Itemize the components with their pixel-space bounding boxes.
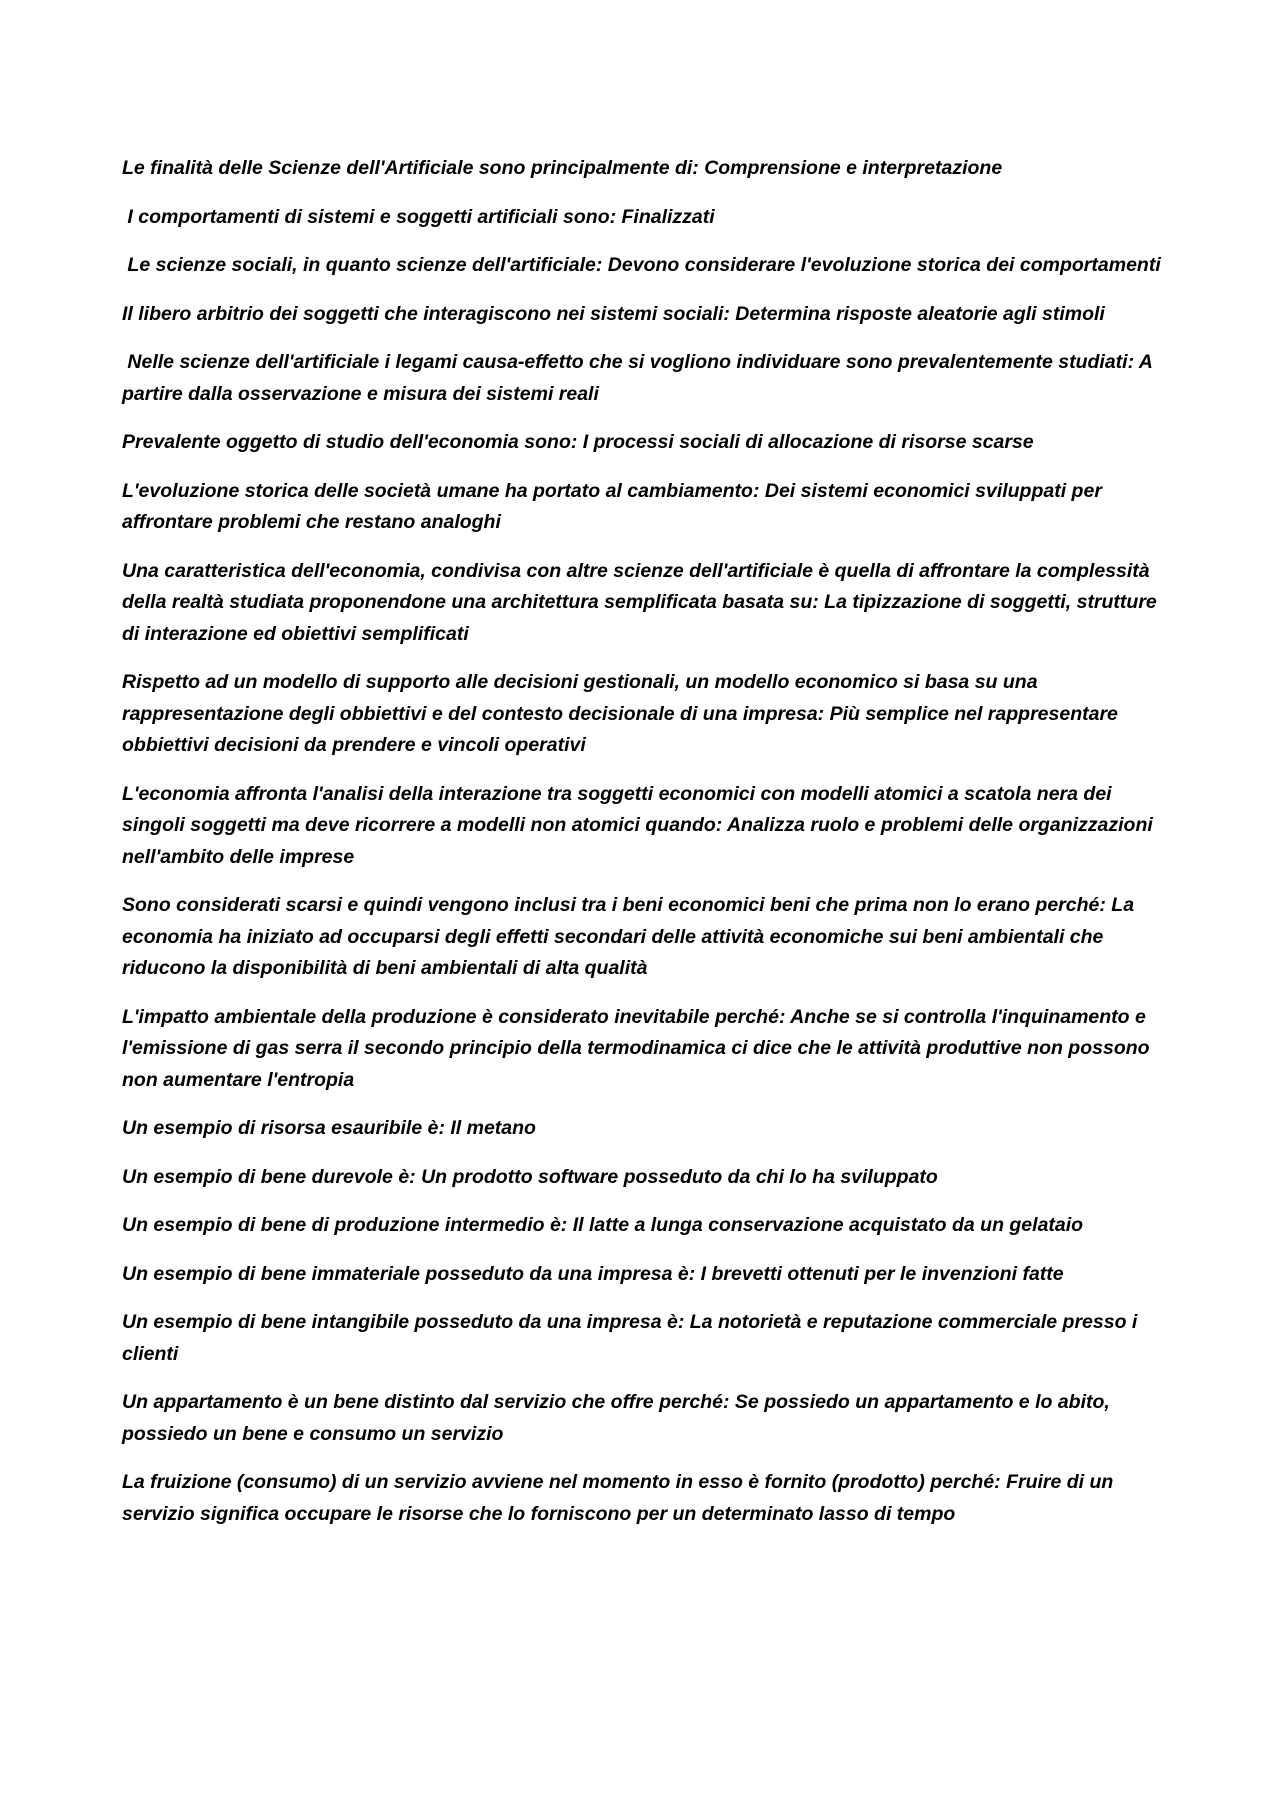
paragraph: Prevalente oggetto di studio dell'economia sono: I processi sociali di allocazione di risorse scarse [122, 431, 1034, 453]
paragraph: Un esempio di risorsa esauribile è: Il metano [122, 1117, 536, 1139]
paragraph: La fruizione (consumo) di un servizio avviene nel momento in esso è fornito (prodotto) perché: Fruire di un servizio significa occupare le risorse che lo forniscono per un determinato lasso di tempo [122, 1471, 1119, 1525]
paragraph: Nelle scienze dell'artificiale i legami causa-effetto che si vogliono individuare sono prevalentemente studiati: A partire dalla osservazione e misura dei sistemi reali [122, 351, 1158, 405]
paragraph: I comportamenti di sistemi e soggetti artificiali sono: Finalizzati [122, 205, 715, 228]
paragraph: L'economia affronta l'analisi della interazione tra soggetti economici con modelli atomici a scatola nera dei singoli soggetti ma deve ricorrere a modelli non atomici quando: Analizza ruolo e problemi delle organizzazioni nell'ambito delle imprese [122, 782, 1159, 868]
paragraph: Un esempio di bene immateriale posseduto da una impresa è: I brevetti ottenuti per le invenzioni fatte [122, 1262, 1064, 1285]
paragraph: Le finalità delle Scienze dell'Artificiale sono principalmente di: Comprensione e interpretazione [122, 157, 1003, 179]
paragraph: Le scienze sociali, in quanto scienze dell'artificiale: Devono considerare l'evoluzione storica dei comportamenti [122, 254, 1161, 276]
paragraph: L'evoluzione storica delle società umane ha portato al cambiamento: Dei sistemi economici sviluppati per affrontare problemi che restano analoghi [122, 479, 1108, 533]
paragraph: L'impatto ambientale della produzione è considerato inevitabile perché: Anche se si controlla l'inquinamento e l'emissione di gas serra il secondo principio della termodinamica ci dice che le attività produttive non possono non aumentare l'entropia [122, 1005, 1155, 1091]
paragraph: Una caratteristica dell'economia, condivisa con altre scienze dell'artificiale è quella di affrontare la complessità della realtà studiata proponendone una architettura semplificata basata su: La tipizzazione di soggetti, strutture di interazione ed obiettivi semplificati [122, 559, 1163, 645]
paragraph: Un esempio di bene intangibile posseduto da una impresa è: La notorietà e reputazione commerciale presso i clienti [122, 1311, 1143, 1365]
paragraph: Un appartamento è un bene distinto dal servizio che offre perché: Se possiedo un appartamento e lo abito, possiedo un bene e consumo un servizio [122, 1391, 1116, 1445]
document-body [122, 153, 1162, 1547]
paragraph: Sono considerati scarsi e quindi vengono inclusi tra i beni economici beni che prima non lo erano perché: La economia ha iniziato ad occuparsi degli effetti secondari delle attività economiche sui beni ambientali che riducono la disponibilità di beni ambientali di alta qualità [122, 894, 1140, 979]
paragraph: Il libero arbitrio dei soggetti che interagiscono nei sistemi sociali: Determina risposte aleatorie agli stimoli [122, 302, 1105, 325]
paragraph: Un esempio di bene di produzione intermedio è: Il latte a lunga conservazione acquistato da un gelataio [122, 1214, 1084, 1236]
paragraph: Un esempio di bene durevole è: Un prodotto software posseduto da chi lo ha sviluppato [122, 1165, 938, 1188]
paragraph: Rispetto ad un modello di supporto alle decisioni gestionali, un modello economico si basa su una rappresentazione degli obbiettivi e del contesto decisionale di una impresa: Più semplice nel rappresentare obbiettivi decisioni da prendere e vincoli operativi [122, 671, 1124, 756]
